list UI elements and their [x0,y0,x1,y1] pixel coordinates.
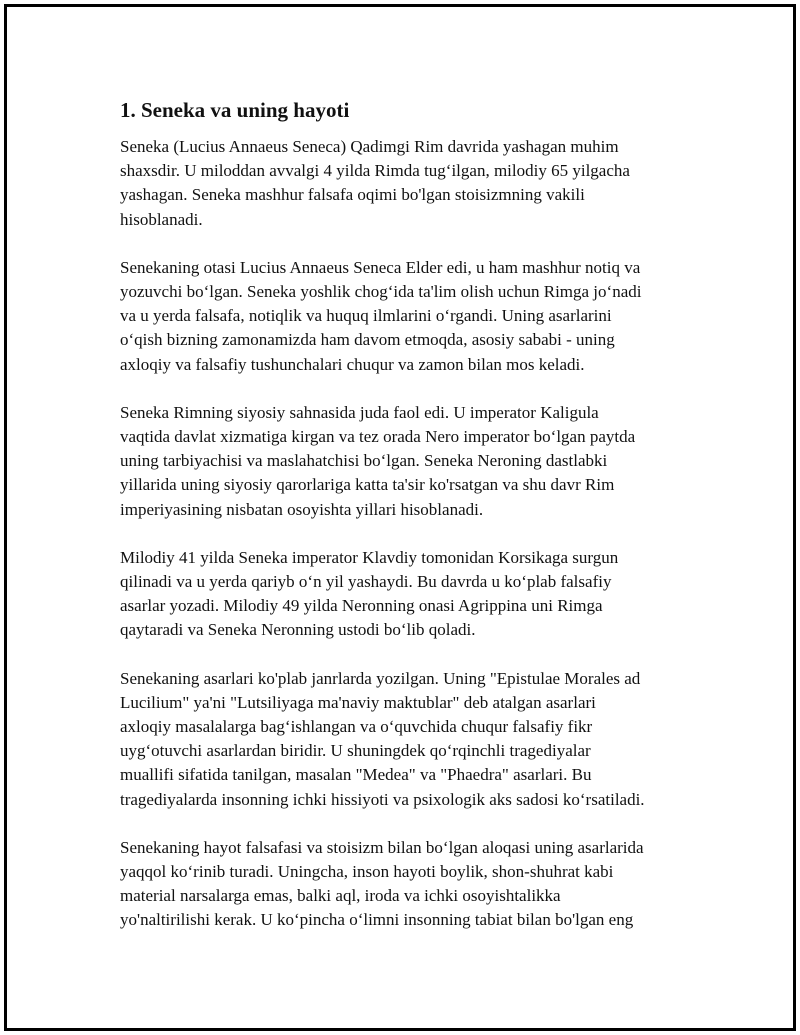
paragraph-father-education: Senekaning otasi Lucius Annaeus Seneca Elder edi, u ham mashhur notiq va yozuvchi bo‘lgan. Seneka yoshlik chog‘ida ta'lim olish uchun Rimga jo‘nadi va u yerda falsafa, notiqlik va huquq ilmlarini o‘rgandi. Uning asarlarini o‘qish bizning zamonamizda ham davom etmoqda, asosiy sababi - uning axloqiy va falsafiy tushunchalari chuqur va zamon bilan mos keladi. [120,257,642,374]
paragraph-political-career: Seneka Rimning siyosiy sahnasida juda faol edi. U imperator Kaligula vaqtida davlat xizmatiga kirgan va tez orada Nero imperator bo‘lgan paytda uning tarbiyachisi va maslahatchisi bo‘lgan. Seneka Neroning dastlabki yillarida uning siyosiy qarorlariga katta ta'sir ko'rsatgan va shu davr Rim imperiyasining nisbatan osoyishta yillari hisoblanadi. [120,402,636,519]
section-heading: 1. Seneka va uning hayoti [120,98,350,122]
paragraph-philosophy: Senekaning hayot falsafasi va stoisizm bilan bo‘lgan aloqasi uning asarlarida yaqqol ko‘rinib turadi. Uningcha, inson hayoti boylik, shon-shuhrat kabi material narsalarga emas, balki aql, iroda va ichki osoyishtalikka yo'naltirilishi kerak. U ko‘pincha o‘limni insonning tabiat bilan bo'lgan eng [120,837,644,930]
paragraph-intro: Seneka (Lucius Annaeus Seneca) Qadimgi Rim davrida yashagan muhim shaxsdir. U miloddan avvalgi 4 yilda Rimda tug‘ilgan, milodiy 65 yilgacha yashagan. Seneka mashhur falsafa oqimi bo'lgan stoisizmning vakili hisoblanadi. [120,137,630,229]
paragraph-works: Senekaning asarlari ko'plab janrlarda yozilgan. Uning "Epistulae Morales ad Lucilium" ya'ni "Lutsiliyaga ma'naviy maktublar" deb atalgan asarlari axloqiy masalalarga bag‘ishlangan va o‘quvchida chuqur falsafiy fikr uyg‘otuvchi asarlardan biridir. U shuningdek qo‘rqinchli tragediyalar muallifi sifatida tanilgan, masalan "Medea" va "Phaedra" asarlari. Bu tragediyalarda insonning ichki hissiyoti va psixologik aks sadosi ko‘rsatiladi. [120,668,645,809]
document-page [4,4,796,1031]
document-body [120,97,700,957]
paragraph-exile: Milodiy 41 yilda Seneka imperator Klavdiy tomonidan Korsikaga surgun qilinadi va u yerda qariyb o‘n yil yashaydi. Bu davrda u ko‘plab falsafiy asarlar yozadi. Milodiy 49 yilda Neronning onasi Agrippina uni Rimga qaytaradi va Seneka Neronning ustodi bo‘lib qoladi. [120,547,619,640]
